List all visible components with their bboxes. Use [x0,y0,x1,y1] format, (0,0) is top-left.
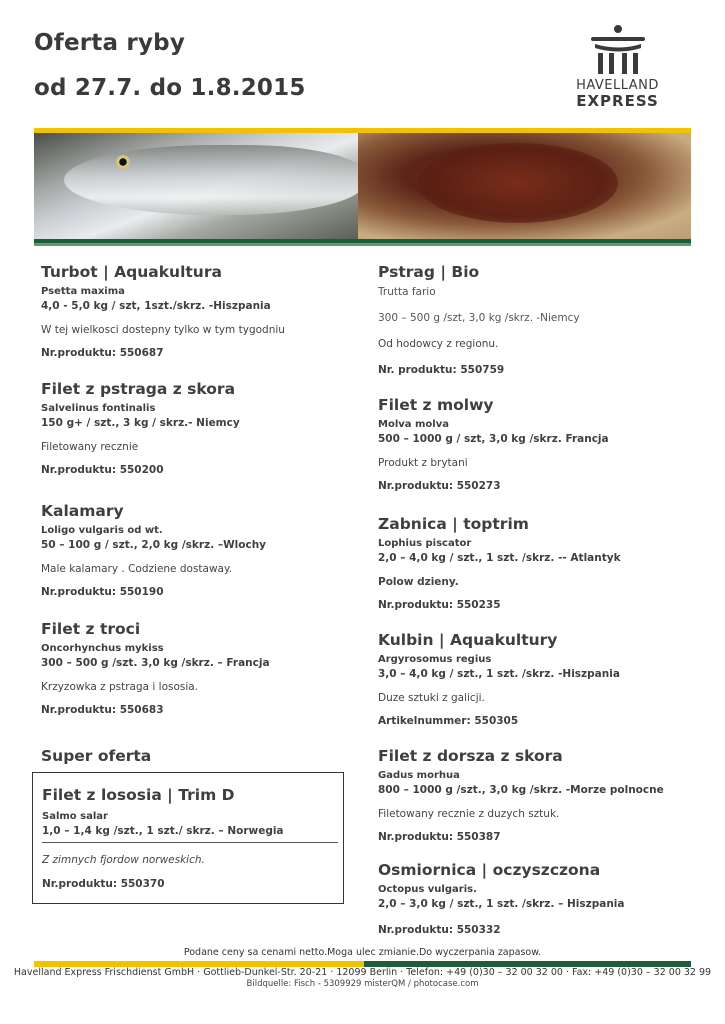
product-desc: Od hodowcy z regionu. [378,338,499,350]
product-spec: 800 – 1000 g /szt., 3,0 kg /skrz. -Morze polnocne [378,784,664,796]
product-filet-troci [41,620,341,717]
product-filet-molwy [378,396,698,493]
product-name: Kulbin | Aquakultury [378,631,558,649]
fish-photo [34,133,358,239]
product-desc: Duze sztuki z galicji. [378,692,485,704]
product-name: Zabnica | toptrim [378,515,529,533]
footer-price-note: Podane ceny sa cenami netto.Moga ulec zmianie.Do wyczerpania zapasow. [183,947,542,958]
product-spec: 150 g+ / szt., 3 kg / skrz.- Niemcy [41,417,240,429]
product-name: Filet z pstraga z skora [41,380,236,398]
product-filet-pstraga [41,380,341,477]
product-name: Turbot | Aquakultura [41,263,222,281]
logo-text-havelland: HAVELLAND [576,78,659,93]
product-name: Filet z dorsza z skora [378,747,563,765]
pillars-logo-icon [587,24,649,76]
product-desc: Z zimnych fjordow norweskich. [42,854,205,866]
product-number: Nr.produktu: 550190 [41,586,164,598]
product-desc: Filetowany recznie [41,441,139,453]
product-desc: Produkt z brytani [378,457,468,469]
havelland-express-logo [570,24,665,109]
product-latin: Octopus vulgaris. [378,884,477,895]
product-desc: Krzyzowka z pstraga i lososia. [41,681,199,693]
footer-image-source: Bildquelle: Fisch - 5309929 misterQM / photocase.com [246,979,479,989]
page-title: Oferta ryby [34,30,186,56]
product-desc: Male kalamary . Codziene dostaway. [41,563,233,575]
product-number: Nr.produktu: 550387 [378,831,501,843]
product-name: Filet z troci [41,620,141,638]
product-pstrag-bio [378,263,698,377]
product-kalamary [41,502,341,599]
header-photo-band [34,133,691,239]
product-number: Nr.produktu: 550687 [41,347,164,359]
product-spec: 4,0 - 5,0 kg / szt, 1szt./skrz. -Hiszpania [41,300,271,312]
super-offer-title: Super oferta [41,747,152,765]
footer-address: Havelland Express Frischdienst GmbH · Gottlieb-Dunkel-Str. 20-21 · 12099 Berlin · Telefon: +49 (0)30 – 32 00 32 00 · Fax: +49 (0)30 – 32 00 32 99 [13,967,712,978]
product-spec: 3,0 – 4,0 kg / szt., 1 szt. /skrz. -Hiszpania [378,668,620,680]
product-spec: 1,0 – 1,4 kg /szt., 1 szt./ skrz. – Norwegia [42,825,284,837]
product-latin: Salmo salar [42,811,108,822]
product-latin: Oncorhynchus mykiss [41,643,164,654]
light-green-stripe [34,243,691,246]
product-number: Artikelnummer: 550305 [378,715,519,727]
product-spec: 300 – 500 g /szt, 3,0 kg /skrz. -Niemcy [378,312,580,324]
product-name: Osmiornica | oczyszczona [378,861,601,879]
product-desc: Filetowany recznie z duzych sztuk. [378,808,560,820]
product-spec: 300 – 500 g /szt. 3,0 kg /skrz. – Francja [41,657,270,669]
product-name: Kalamary [41,502,124,520]
product-number: Nr.produktu: 550235 [378,599,501,611]
product-latin: Molva molva [378,419,449,430]
product-spec: 2,0 – 3,0 kg / szt., 1 szt. /skrz. – Hiszpania [378,898,625,910]
product-name: Pstrag | Bio [378,263,480,281]
product-name: Filet z molwy [378,396,494,414]
product-spec: 2,0 – 4,0 kg / szt., 1 szt. /skrz. -- Atlantyk [378,552,621,564]
product-number: Nr. produktu: 550759 [378,364,505,376]
product-latin: Gadus morhua [378,770,460,781]
product-desc: Polow dzieny. [378,576,459,588]
super-offer-box [32,772,344,904]
product-spec: 500 – 1000 g / szt, 3,0 kg /skrz. Francja [378,433,609,445]
product-number: Nr.produktu: 550370 [42,878,165,890]
product-turbot [41,263,341,360]
product-filet-dorsza [378,747,698,844]
product-latin: Trutta fario [378,286,436,298]
product-name: Filet z lososia | Trim D [42,786,235,804]
product-zabnica [378,515,698,612]
product-number: Nr.produktu: 550273 [378,480,501,492]
product-latin: Loligo vulgaris od wt. [41,525,163,536]
product-spec: 50 – 100 g / szt., 2,0 kg /skrz. –Wlochy [41,539,267,551]
product-latin: Psetta maxima [41,286,125,297]
product-latin: Salvelinus fontinalis [41,403,156,414]
product-number: Nr.produktu: 550683 [41,704,164,716]
offer-dates: od 27.7. do 1.8.2015 [34,75,306,101]
logo-text-express: EXPRESS [576,92,659,110]
product-number: Nr.produktu: 550332 [378,924,501,936]
lobster-photo [358,133,691,239]
product-osmiornica [378,861,698,937]
product-number: Nr.produktu: 550200 [41,464,164,476]
product-latin: Argyrosomus regius [378,654,492,665]
product-kulbin [378,631,698,728]
product-desc: W tej wielkosci dostepny tylko w tym tygodniu [41,324,285,336]
product-latin: Lophius piscator [378,538,472,549]
divider [42,842,338,843]
